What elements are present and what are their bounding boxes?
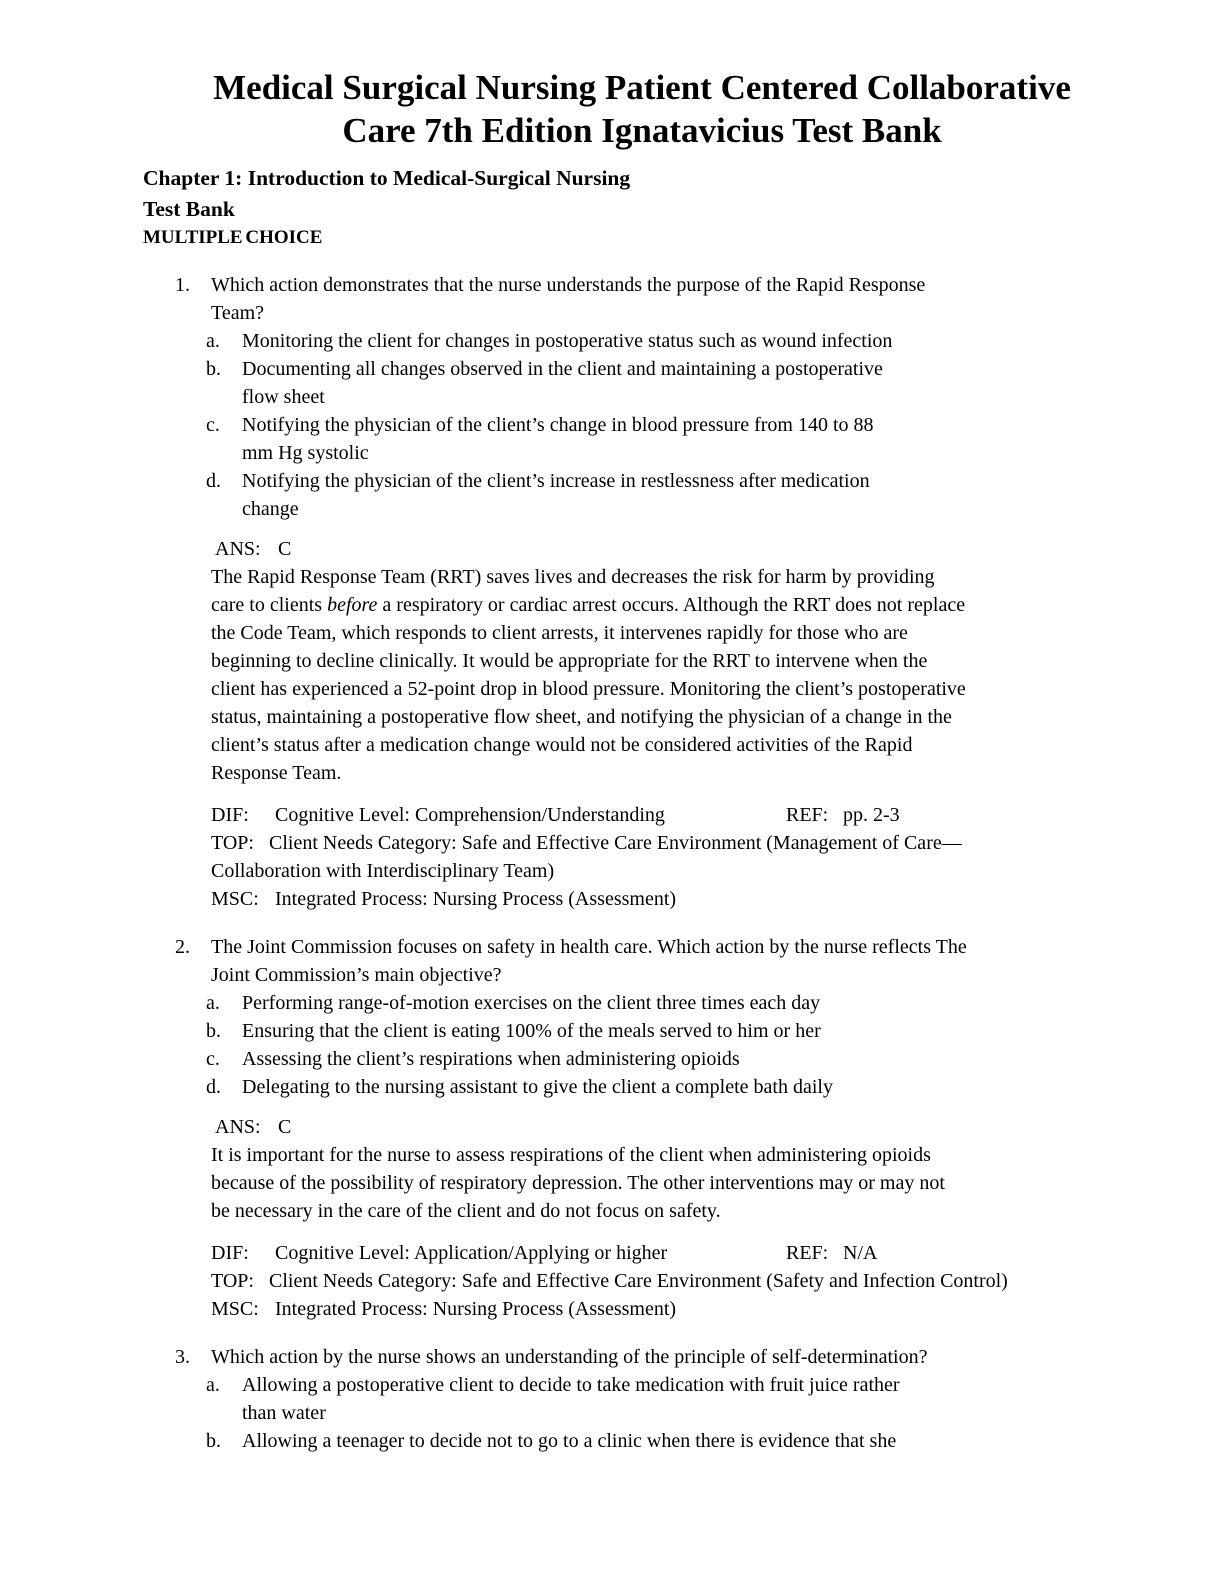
- question-text: [211, 1343, 927, 1371]
- answer-option: [0, 411, 1224, 467]
- msc-label: MSC:: [211, 888, 259, 910]
- rationale-segment: care to clients: [211, 594, 328, 616]
- answer-option: [0, 1017, 1224, 1045]
- answer-line: [215, 535, 1224, 563]
- option-text: [242, 411, 874, 467]
- option-text: [242, 1045, 740, 1073]
- answer-option: [0, 327, 1224, 355]
- top-value-line: Client Needs Category: Safe and Effective Care Environment (Safety and Infection Control): [269, 1270, 1008, 1292]
- answer-label: ANS:: [215, 1116, 261, 1138]
- answer-value: C: [278, 538, 292, 560]
- rationale-segment: before: [327, 594, 378, 616]
- ref-value: N/A: [843, 1242, 878, 1264]
- meta-block: [211, 1239, 1224, 1323]
- option-text: [242, 989, 820, 1017]
- option-text: [242, 1427, 896, 1455]
- dif-ref-line: [211, 801, 1224, 829]
- rationale-line: [211, 591, 1224, 619]
- rationale-segment: beginning to decline clinically. It would be appropriate for the RRT to intervene when the: [211, 650, 928, 672]
- rationale-segment: the Code Team, which responds to client arrests, it intervenes rapidly for those who are: [211, 622, 908, 644]
- rationale-segment: a respiratory or cardiac arrest occurs. Although the RRT does not replace: [377, 594, 966, 616]
- option-text-line: mm Hg systolic: [242, 442, 369, 464]
- option-text: [242, 327, 892, 355]
- answer-rationale: [211, 563, 1224, 787]
- option-letter: d.: [206, 470, 221, 492]
- option-letter: a.: [206, 992, 220, 1014]
- section-heading: MULTIPLE CHOICE: [143, 227, 323, 248]
- msc-line: [211, 1295, 1224, 1323]
- answer-option: [0, 1371, 1224, 1427]
- option-text-line: than water: [242, 1402, 326, 1424]
- rationale-line: [211, 647, 1224, 675]
- dif-label: DIF:: [211, 804, 249, 826]
- msc-label: MSC:: [211, 1298, 259, 1320]
- answer-option: [0, 1427, 1224, 1455]
- question-row: [0, 271, 1224, 327]
- answer-option: [0, 989, 1224, 1017]
- msc-value: Integrated Process: Nursing Process (Assessment): [275, 1298, 677, 1320]
- question-text-line: The Joint Commission focuses on safety in health care. Which action by the nurse reflects The: [211, 936, 967, 958]
- rationale-segment: be necessary in the care of the client and do not focus on safety.: [211, 1200, 721, 1222]
- question-block: [0, 1343, 1224, 1455]
- rationale-line: [211, 1141, 1224, 1169]
- rationale-line: [211, 703, 1224, 731]
- testbank-heading: Test Bank: [143, 196, 235, 221]
- question-number: 3.: [175, 1346, 190, 1368]
- option-text: [242, 1017, 821, 1045]
- document-title-line2: Care 7th Edition Ignatavicius Test Bank: [342, 111, 942, 150]
- rationale-segment: status, maintaining a postoperative flow sheet, and notifying the physician of a change in the: [211, 706, 952, 728]
- option-text-line: flow sheet: [242, 386, 325, 408]
- dif-ref-line: [211, 1239, 1224, 1267]
- rationale-line: [211, 1169, 1224, 1197]
- dif-label: DIF:: [211, 1242, 249, 1264]
- top-line: [211, 1267, 1224, 1295]
- option-text-line: change: [242, 498, 299, 520]
- dif-value: Cognitive Level: Comprehension/Understanding: [275, 804, 665, 826]
- answer-option: [0, 1073, 1224, 1101]
- option-text-line: Monitoring the client for changes in postoperative status such as wound infection: [242, 330, 893, 352]
- option-letter: b.: [206, 358, 221, 380]
- option-text: [242, 355, 883, 411]
- chapter-heading: Chapter 1: Introduction to Medical-Surgical Nursing: [143, 166, 631, 190]
- rationale-segment: client has experienced a 52-point drop in blood pressure. Monitoring the client’s postoperative: [211, 678, 966, 700]
- option-text-line: Notifying the physician of the client’s change in blood pressure from 140 to 88: [242, 414, 874, 436]
- dif-value: Cognitive Level: Application/Applying or higher: [275, 1242, 668, 1264]
- option-text-line: Allowing a teenager to decide not to go to a clinic when there is evidence that she: [242, 1430, 897, 1452]
- rationale-segment: because of the possibility of respiratory depression. The other interventions may or may not: [211, 1172, 945, 1194]
- option-text-line: Notifying the physician of the client’s increase in restlessness after medication: [242, 470, 870, 492]
- answer-label: ANS:: [215, 538, 261, 560]
- msc-line: [211, 885, 1224, 913]
- question-text: [211, 271, 925, 327]
- question-text: [211, 933, 967, 989]
- question-block: [0, 933, 1224, 1323]
- top-label: TOP:: [211, 1270, 254, 1292]
- option-letter: d.: [206, 1076, 221, 1098]
- rationale-line: [211, 675, 1224, 703]
- option-text: [242, 467, 870, 523]
- question-row: [0, 1343, 1224, 1371]
- answer-rationale: [211, 1141, 1224, 1225]
- option-letter: b.: [206, 1430, 221, 1452]
- top-line: [211, 829, 1224, 857]
- option-letter: a.: [206, 330, 220, 352]
- option-letter: a.: [206, 1374, 220, 1396]
- document-title-line1: Medical Surgical Nursing Patient Centered Collaborative: [213, 68, 1071, 107]
- rationale-segment: Response Team.: [211, 762, 342, 784]
- rationale-line: [211, 619, 1224, 647]
- question-text-line: Which action by the nurse shows an understanding of the principle of self-determination?: [211, 1346, 928, 1368]
- answer-line: [215, 1113, 1224, 1141]
- ref-group: [786, 1239, 877, 1267]
- rationale-segment: It is important for the nurse to assess respirations of the client when administering opioids: [211, 1144, 931, 1166]
- ref-value: pp. 2-3: [843, 804, 900, 826]
- rationale-line: [211, 759, 1224, 787]
- question-number: 1.: [175, 274, 190, 296]
- top-value-line: Client Needs Category: Safe and Effective Care Environment (Management of Care—: [269, 832, 962, 854]
- rationale-line: [211, 563, 1224, 591]
- question-block: [0, 271, 1224, 913]
- question-number: 2.: [175, 936, 190, 958]
- questions-list: [0, 271, 1224, 1455]
- rationale-line: [211, 731, 1224, 759]
- rationale-segment: client’s status after a medication change would not be considered activities of the Rapid: [211, 734, 913, 756]
- top-value-line: Collaboration with Interdisciplinary Team): [211, 860, 555, 882]
- answer-value: C: [278, 1116, 292, 1138]
- ref-label: REF:: [786, 804, 829, 826]
- ref-label: REF:: [786, 1242, 829, 1264]
- question-row: [0, 933, 1224, 989]
- option-text-line: Performing range-of-motion exercises on the client three times each day: [242, 992, 821, 1014]
- option-letter: c.: [206, 414, 220, 436]
- answer-option: [0, 467, 1224, 523]
- answer-option: [0, 1045, 1224, 1073]
- option-letter: c.: [206, 1048, 220, 1070]
- option-text-line: Allowing a postoperative client to decide to take medication with fruit juice rather: [242, 1374, 900, 1396]
- option-text-line: Delegating to the nursing assistant to give the client a complete bath daily: [242, 1076, 833, 1098]
- msc-value: Integrated Process: Nursing Process (Assessment): [275, 888, 677, 910]
- option-text: [242, 1371, 900, 1427]
- option-text: [242, 1073, 833, 1101]
- question-text-line: Team?: [211, 302, 265, 324]
- question-text-line: Joint Commission’s main objective?: [211, 964, 502, 986]
- rationale-line: [211, 1197, 1224, 1225]
- meta-block: [211, 801, 1224, 913]
- option-letter: b.: [206, 1020, 221, 1042]
- answer-option: [0, 355, 1224, 411]
- ref-group: [786, 801, 900, 829]
- option-text-line: Documenting all changes observed in the client and maintaining a postoperative: [242, 358, 883, 380]
- question-text-line: Which action demonstrates that the nurse understands the purpose of the Rapid Response: [211, 274, 926, 296]
- document-title: [145, 66, 1139, 152]
- top-label: TOP:: [211, 832, 254, 854]
- option-text-line: Ensuring that the client is eating 100% of the meals served to him or her: [242, 1020, 821, 1042]
- rationale-segment: The Rapid Response Team (RRT) saves lives and decreases the risk for harm by providing: [211, 566, 935, 588]
- option-text-line: Assessing the client’s respirations when administering opioids: [242, 1048, 740, 1070]
